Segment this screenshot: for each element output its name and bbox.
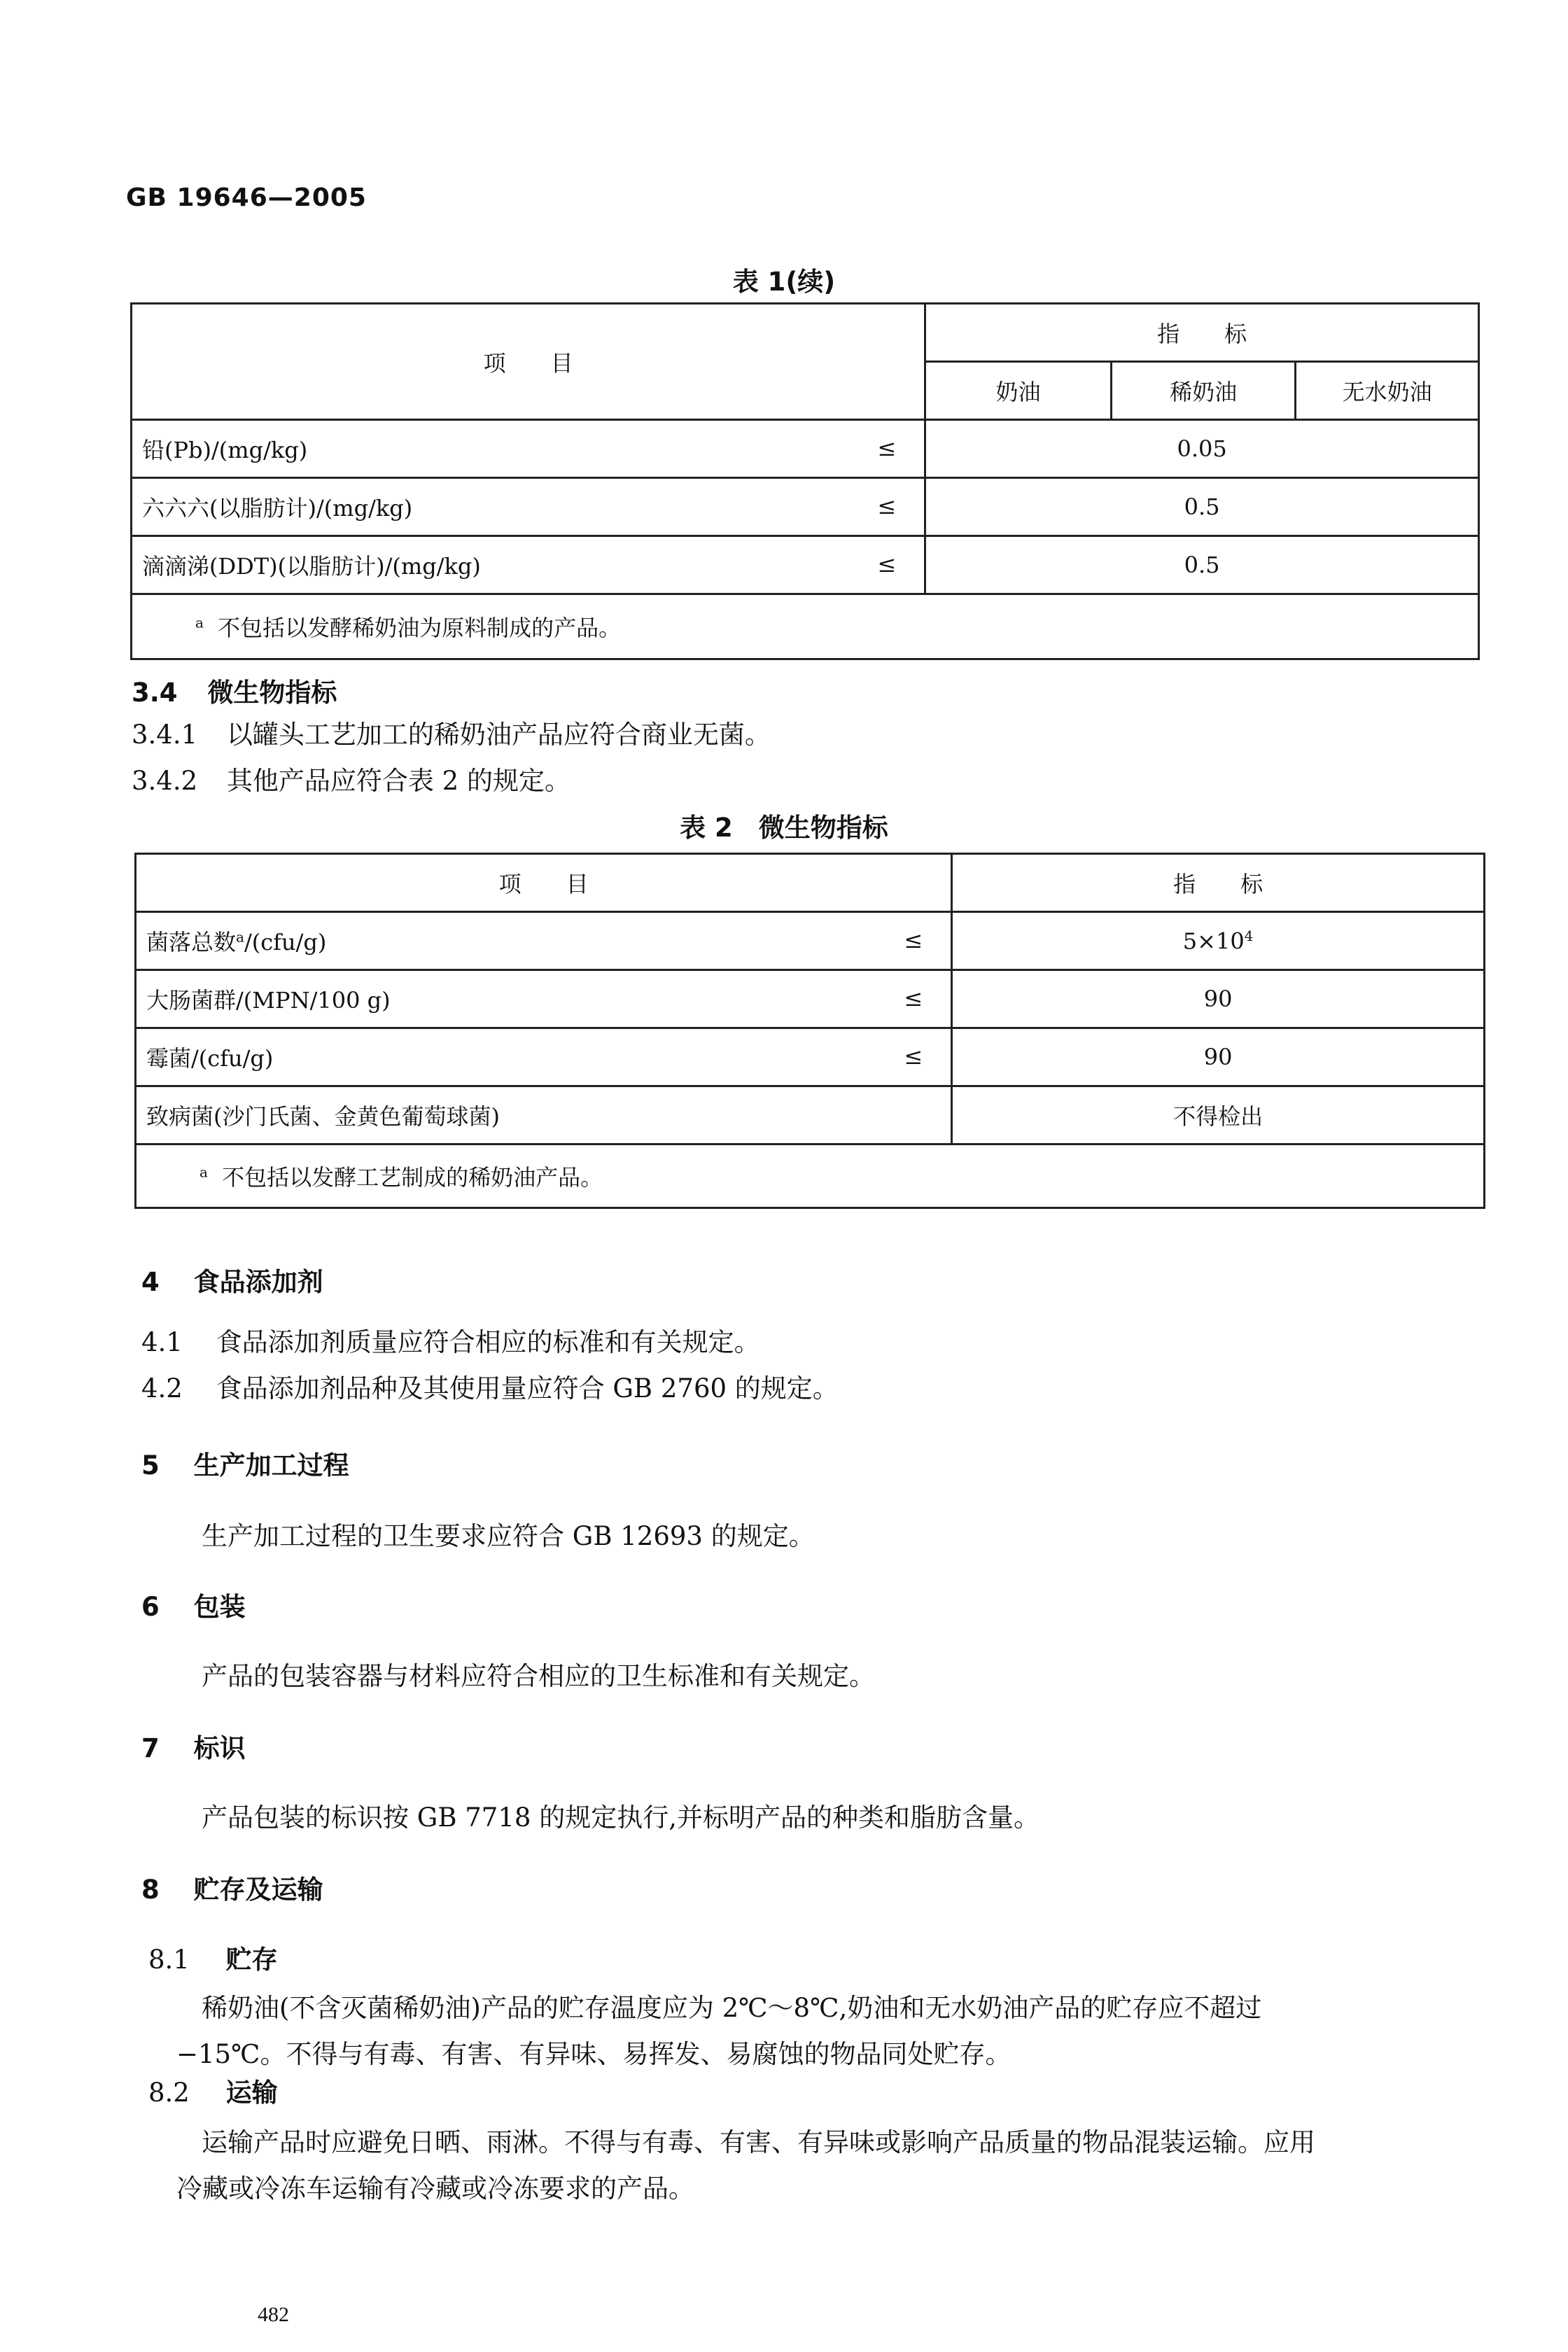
section-number: 6: [141, 1592, 160, 1622]
row-item: 滴滴涕(DDT)(以脂肪计)/(mg/kg): [142, 553, 481, 580]
clause-text: 其他产品应符合表 2 的规定。: [226, 766, 570, 796]
clause-number: 4.2: [141, 1373, 183, 1404]
clause-8-2-heading: [148, 2076, 278, 2110]
table-row: [132, 420, 1479, 478]
section-title: 贮存及运输: [193, 1875, 323, 1905]
table1-subhead: 无水奶油: [1296, 362, 1479, 420]
table2-head-item: 项 目: [136, 854, 952, 912]
clause-8-2-line2: 冷藏或冷冻车运输有冷藏或冷冻要求的产品。: [176, 2174, 694, 2204]
clause-number: 4.1: [141, 1327, 183, 1357]
section-title: 标识: [193, 1733, 246, 1763]
table1-caption: 表 1(续): [732, 267, 836, 297]
table1-subhead: 稀奶油: [1111, 362, 1296, 420]
row-item: 大肠菌群/(MPN/100 g): [146, 987, 391, 1014]
clause-4-2: [141, 1372, 839, 1406]
clause-number: 8.2: [148, 2078, 190, 2108]
table-row: [136, 970, 1485, 1028]
table2-caption: 表 2 微生物指标: [680, 813, 888, 843]
row-item: 铅(Pb)/(mg/kg): [142, 437, 308, 463]
section-8-heading: [141, 1873, 323, 1907]
section-title: 食品添加剂: [193, 1267, 323, 1297]
section-number: 4: [141, 1267, 160, 1297]
section-number: 5: [141, 1450, 160, 1480]
section-5-heading: [141, 1449, 349, 1483]
table-row: [136, 912, 1485, 970]
table-row: [136, 1086, 1485, 1144]
section-title: 生产加工过程: [193, 1450, 349, 1480]
section-number: 8: [141, 1875, 160, 1905]
table-row: [132, 478, 1479, 536]
row-value: 90: [952, 970, 1485, 1028]
table2-head-index: 指 标: [952, 854, 1485, 912]
clause-text: 食品添加剂质量应符合相应的标准和有关规定。: [216, 1327, 760, 1357]
row-item: 霉菌/(cfu/g): [146, 1045, 274, 1072]
leq-symbol: ≤: [904, 1043, 923, 1070]
clause-3-4-2: [132, 764, 570, 798]
row-item: 六六六(以脂肪计)/(mg/kg): [142, 495, 413, 522]
leq-symbol: ≤: [877, 493, 897, 519]
table1-subhead: 奶油: [925, 362, 1112, 420]
clause-text: 以罐头工艺加工的稀奶油产品应符合商业无菌。: [226, 720, 771, 750]
row-value: [952, 912, 1485, 970]
row-value: 0.5: [925, 478, 1479, 536]
footnote-mark: a: [195, 614, 204, 631]
value-exponent: 4: [1244, 927, 1254, 944]
section-6-text: 产品的包装容器与材料应符合相应的卫生标准和有关规定。: [202, 1661, 875, 1691]
section-4-heading: [141, 1266, 323, 1299]
row-value: 0.5: [925, 536, 1479, 594]
row-item: 菌落总数: [146, 929, 237, 955]
footnote-text: 不包括以发酵稀奶油为原料制成的产品。: [218, 615, 622, 641]
clause-title: 贮存: [225, 1945, 278, 1975]
row-value: 0.05: [925, 420, 1479, 478]
table2: [134, 853, 1485, 1209]
table1: [130, 302, 1480, 660]
value-base: 5×10: [1182, 927, 1245, 955]
clause-8-1-line1: 稀奶油(不含灭菌稀奶油)产品的贮存温度应为 2℃～8℃,奶油和无水奶油产品的贮存应不超过: [202, 1993, 1262, 2023]
table1-footnote: [132, 594, 1479, 659]
footnote-text: 不包括以发酵工艺制成的稀奶油产品。: [222, 1164, 603, 1191]
section-3-4-heading: [132, 676, 337, 710]
section-number: 3.4: [132, 678, 178, 708]
leq-symbol: ≤: [904, 985, 923, 1011]
table2-footnote: [136, 1144, 1485, 1208]
footnote-mark: a: [200, 1163, 208, 1181]
footnote-mark: a: [236, 928, 244, 946]
clause-number: 8.1: [148, 1945, 190, 1975]
section-7-text: 产品包装的标识按 GB 7718 的规定执行,并标明产品的种类和脂肪含量。: [202, 1802, 1040, 1833]
section-title: 微生物指标: [207, 678, 337, 708]
table1-head-item: 项 目: [132, 304, 925, 420]
section-number: 7: [141, 1733, 160, 1763]
clause-8-2-line1: 运输产品时应避免日晒、雨淋。不得与有毒、有害、有异味或影响产品质量的物品混装运输。应用: [202, 2127, 1315, 2157]
standard-code: GB 19646—2005: [126, 183, 367, 212]
clause-8-1-line2: −15℃。不得与有毒、有害、有异味、易挥发、易腐蚀的物品同处贮存。: [176, 2039, 1011, 2069]
clause-4-1: [141, 1326, 760, 1359]
row-value: 不得检出: [952, 1086, 1485, 1144]
row-item-unit: /(cfu/g): [244, 929, 327, 955]
table-row: [132, 536, 1479, 594]
row-value: 90: [952, 1028, 1485, 1086]
table-row: [136, 1028, 1485, 1086]
section-5-text: 生产加工过程的卫生要求应符合 GB 12693 的规定。: [202, 1521, 815, 1551]
clause-8-1-heading: [148, 1943, 278, 1977]
leq-symbol: ≤: [877, 551, 897, 578]
clause-3-4-1: [132, 718, 771, 752]
clause-number: 3.4.2: [132, 766, 198, 796]
leq-symbol: ≤: [877, 435, 897, 461]
section-title: 包装: [193, 1592, 246, 1622]
section-7-heading: [141, 1732, 246, 1765]
clause-number: 3.4.1: [132, 720, 198, 750]
row-item: 致病菌(沙门氏菌、金黄色葡萄球菌): [136, 1086, 952, 1144]
clause-title: 运输: [225, 2078, 278, 2108]
table1-head-index: 指 标: [925, 304, 1479, 362]
page-number: 482: [258, 2303, 289, 2326]
section-6-heading: [141, 1590, 246, 1624]
clause-text: 食品添加剂品种及其使用量应符合 GB 2760 的规定。: [216, 1373, 839, 1404]
leq-symbol: ≤: [904, 927, 923, 953]
